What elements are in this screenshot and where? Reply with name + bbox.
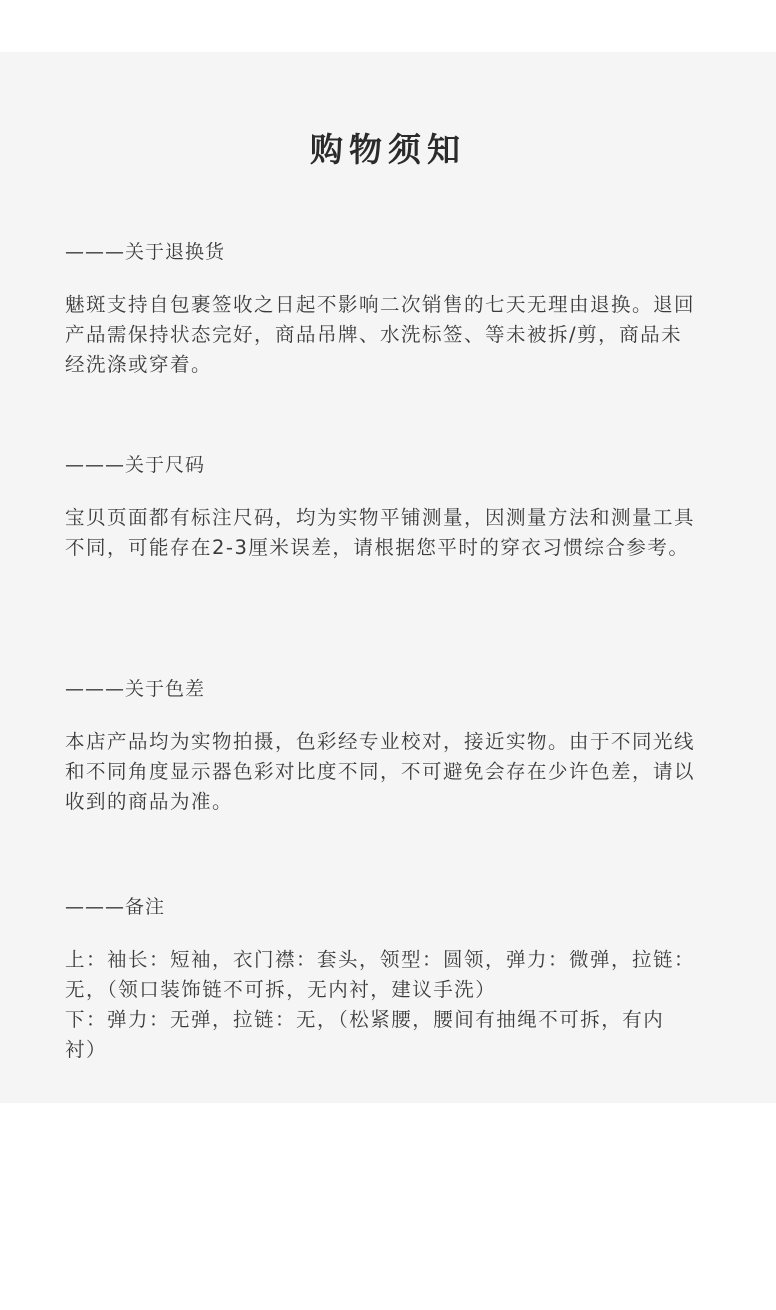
remark-top-garment: 上：袖长：短袖，衣门襟：套头，领型：圆领，弹力：微弹，拉链：无，（领口装饰链不可拆，无内衬，建议手洗）	[65, 948, 696, 1001]
section-paragraph: 本店产品均为实物拍摄，色彩经专业校对，接近实物。由于不同光线和不同角度显示器色彩对比度不同，不可避免会存在少许色差，请以收到的商品为准。	[65, 730, 696, 813]
section-returns	[65, 239, 695, 380]
section-paragraph: 宝贝页面都有标注尺码，均为实物平铺测量，因测量方法和测量工具不同，可能存在2-3厘米误差，请根据您平时的穿衣习惯综合参考。	[65, 506, 696, 559]
section-heading: ———备注	[65, 896, 166, 918]
section-sizing	[65, 452, 695, 563]
section-heading: ———关于色差	[65, 678, 206, 700]
page-title: 购物须知	[310, 130, 466, 169]
remark-bottom-garment: 下：弹力：无弹，拉链：无，（松紧腰，腰间有抽绳不可拆，有内衬）	[65, 1008, 665, 1061]
section-color-difference	[65, 676, 695, 817]
section-heading: ———关于退换货	[65, 241, 226, 263]
section-body	[65, 945, 695, 1065]
section-paragraph: 魅斑支持自包裹签收之日起不影响二次销售的七天无理由退换。退回产品需保持状态完好，商品吊牌、水洗标签、等未被拆/剪，商品未经洗涤或穿着。	[65, 293, 696, 376]
section-remarks	[65, 894, 695, 1065]
section-body	[65, 503, 695, 563]
section-body	[65, 727, 695, 817]
section-heading: ———关于尺码	[65, 454, 206, 476]
section-body	[65, 290, 695, 380]
shopping-notice-panel	[0, 52, 776, 1103]
